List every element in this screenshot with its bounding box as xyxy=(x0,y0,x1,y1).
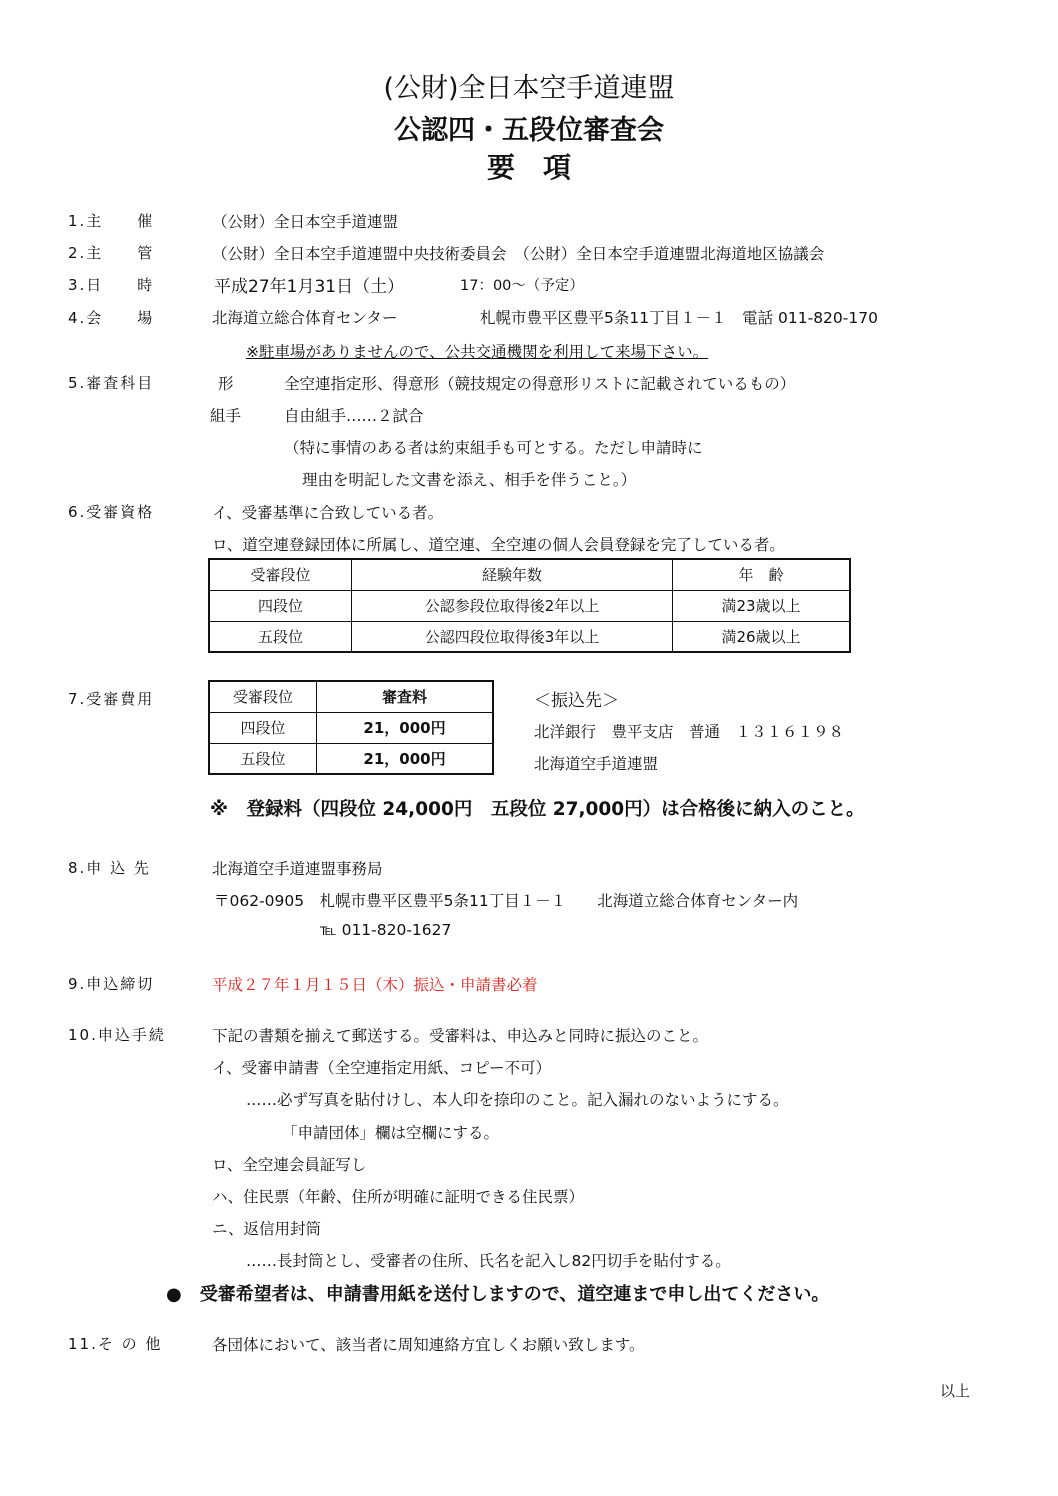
fee-grade: 五段位 xyxy=(209,743,317,774)
eligibility-experience: 公認参段位取得後2年以上 xyxy=(352,590,673,621)
eligibility-grade: 五段位 xyxy=(209,621,352,652)
eligibility-table xyxy=(208,558,851,653)
section-9-deadline: 平成２７年１月１５日（木）振込・申請書必着 xyxy=(212,976,538,994)
eligibility-row xyxy=(209,590,850,621)
section-10-item-c: ハ、住民票（年齢、住所が明確に証明できる住民票） xyxy=(212,1188,585,1206)
section-3-date: 平成27年1月31日（土） xyxy=(214,277,405,297)
section-8-office: 北海道空手道連盟事務局 xyxy=(212,860,383,878)
section-8-label: 8.申 込 先 xyxy=(68,859,151,877)
eligibility-header-grade: 受審段位 xyxy=(209,559,352,590)
section-4-label: 4.会 場 xyxy=(68,309,155,327)
transfer-bank: 北洋銀行 豊平支店 普通 １３１６１９８ xyxy=(534,723,845,741)
section-4-venue: 北海道立総合体育センター xyxy=(212,309,398,327)
eligibility-age: 満23歳以上 xyxy=(673,590,851,621)
fee-row xyxy=(209,712,493,743)
section-5-kumite-note-2: 理由を明記した文書を添え、相手を伴うこと。） xyxy=(302,471,637,489)
application-notice: ● 受審希望者は、申請書用紙を送付しますので、道空連まで申し出てください。 xyxy=(166,1284,830,1305)
section-5-kata-text: 全空連指定形、得意形（競技規定の得意形リストに記載されているもの） xyxy=(284,375,796,393)
eligibility-row xyxy=(209,621,850,652)
transfer-account-name: 北海道空手道連盟 xyxy=(534,755,659,773)
section-10-item-a-note-1: ……必ず写真を貼付けし、本人印を捺印のこと。記入漏れのないようにする。 xyxy=(246,1091,789,1109)
section-1-text: （公財）全日本空手道連盟 xyxy=(212,213,399,231)
section-3-time: 17：00～（予定） xyxy=(460,278,584,294)
document-title: (公財)全日本空手道連盟 xyxy=(383,73,675,104)
fee-row xyxy=(209,743,493,774)
section-10-item-d-note: ……長封筒とし、受審者の住所、氏名を記入し82円切手を貼付する。 xyxy=(246,1252,731,1270)
section-5-label: 5.審査科目 xyxy=(68,374,155,392)
section-9-label: 9.申込締切 xyxy=(68,975,155,993)
section-8-tel: ℡ 011-820-1627 xyxy=(320,921,452,939)
eligibility-experience: 公認四段位取得後3年以上 xyxy=(352,621,673,652)
section-5-kumite-note-1: （特に事情のある者は約束組手も可とする。ただし申請時に xyxy=(284,439,703,457)
eligibility-grade: 四段位 xyxy=(209,590,352,621)
fee-amount: 21，000円 xyxy=(317,743,494,774)
section-10-item-b: ロ、全空連会員証写し xyxy=(212,1156,367,1174)
section-5-kumite-head: 組手 xyxy=(210,407,242,425)
document-heading: 要 項 xyxy=(486,151,571,184)
section-4-address: 札幌市豊平区豊平5条11丁目１－１ 電話 011-820-170 xyxy=(480,309,878,327)
section-2-label: 2.主 管 xyxy=(68,244,155,262)
section-5-kata-head: 形 xyxy=(218,375,234,393)
section-10-intro: 下記の書類を揃えて郵送する。受審料は、申込みと同時に振込のこと。 xyxy=(212,1027,709,1045)
fee-table xyxy=(208,680,494,775)
eligibility-header-experience: 経験年数 xyxy=(352,559,673,590)
section-7-label: 7.受審費用 xyxy=(68,690,155,708)
section-6-label: 6.受審資格 xyxy=(68,503,155,521)
section-3-label: 3.日 時 xyxy=(68,276,155,294)
section-1-label: 1.主 催 xyxy=(68,212,155,230)
section-10-label: 10.申込手続 xyxy=(68,1026,166,1044)
eligibility-age: 満26歳以上 xyxy=(673,621,851,652)
section-8-address: 〒062-0905 札幌市豊平区豊平5条11丁目１－１ 北海道立総合体育センター内 xyxy=(214,892,799,910)
fee-amount: 21，000円 xyxy=(317,712,494,743)
section-2-text: （公財）全日本空手道連盟中央技術委員会 （公財）全日本空手道連盟北海道地区協議会 xyxy=(212,245,825,263)
section-6-condition-1: イ、受審基準に合致している者。 xyxy=(212,504,444,522)
eligibility-header-row xyxy=(209,559,850,590)
fee-grade: 四段位 xyxy=(209,712,317,743)
section-10-item-a: イ、受審申請書（全空連指定用紙、コピー不可） xyxy=(212,1059,551,1077)
fee-header-amount: 審査料 xyxy=(317,681,494,712)
closing-mark: 以上 xyxy=(940,1382,971,1400)
fee-header-row xyxy=(209,681,493,712)
eligibility-header-age: 年 齢 xyxy=(673,559,851,590)
section-10-item-d: ニ、返信用封筒 xyxy=(212,1220,321,1238)
section-10-item-a-note-2: 「申請団体」欄は空欄にする。 xyxy=(282,1124,500,1142)
section-11-label: 11.そ の 他 xyxy=(68,1335,163,1353)
section-6-condition-2: ロ、道空連登録団体に所属し、道空連、全空連の個人会員登録を完了している者。 xyxy=(212,536,785,554)
document-subtitle: 公認四・五段位審査会 xyxy=(394,115,664,146)
registration-fee-note: ※ 登録料（四段位 24,000円 五段位 27,000円）は合格後に納入のこと。 xyxy=(210,799,865,820)
section-4-note: ※駐車場がありませんので、公共交通機関を利用して来場下さい。 xyxy=(246,343,709,361)
section-11-text: 各団体において、該当者に周知連絡方宜しくお願い致します。 xyxy=(212,1336,645,1354)
section-5-kumite-text: 自由組手……２試合 xyxy=(284,407,424,425)
fee-header-grade: 受審段位 xyxy=(209,681,317,712)
transfer-heading: ＜振込先＞ xyxy=(534,691,619,711)
